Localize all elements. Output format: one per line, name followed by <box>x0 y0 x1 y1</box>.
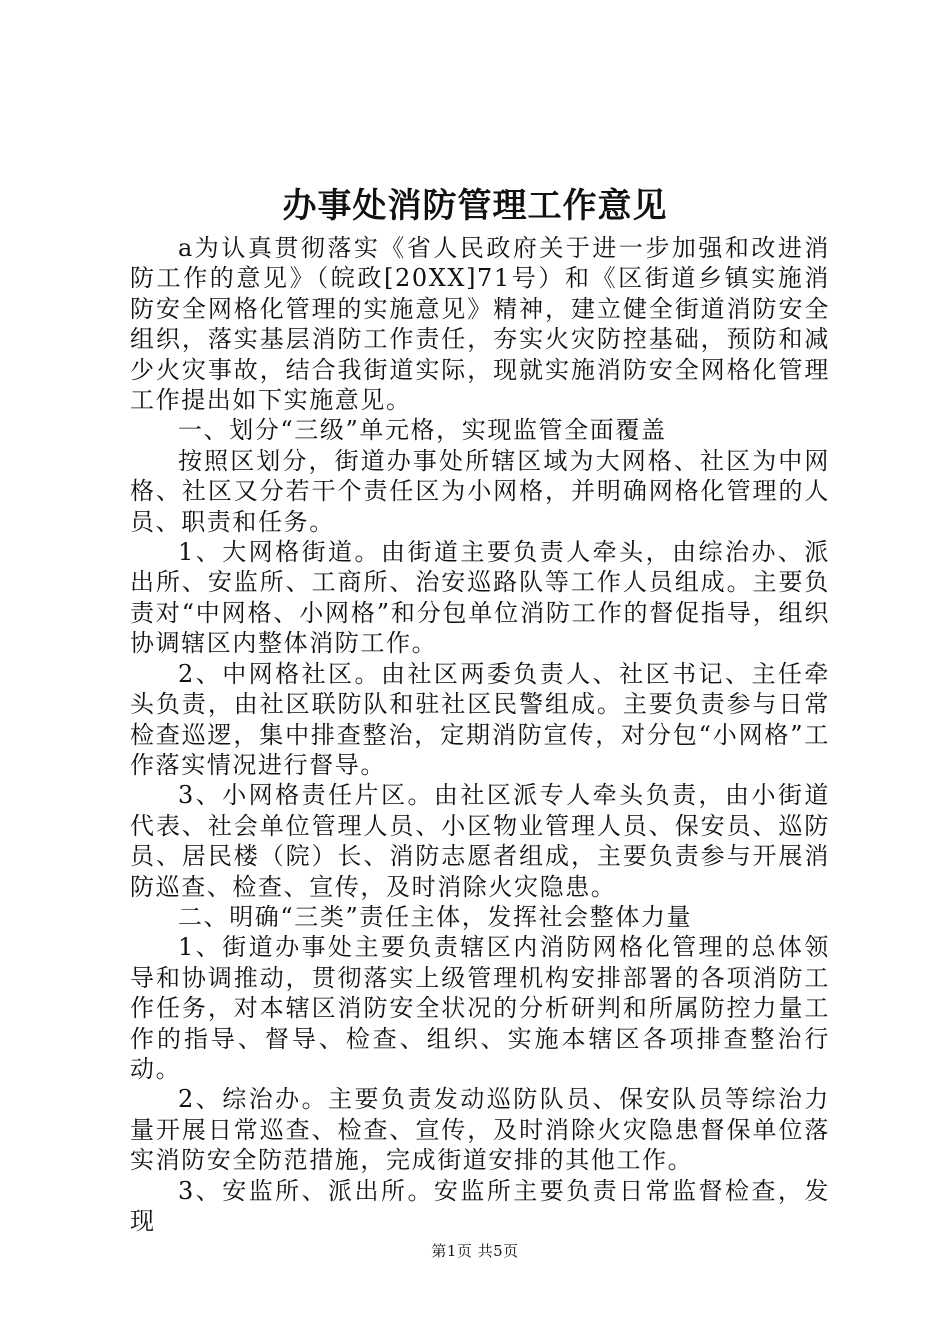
heading-section-1: 一、划分“三级”单元格，实现监管全面覆盖 <box>178 416 667 445</box>
paragraph: 2、综治办。主要负责发动巡防队员、保安队员等综治力量开展日常巡查、检查、宣传，及时消除火灾隐患督保单位落实消防安全防范措施，完成街道安排的其他工作。 <box>130 1085 830 1175</box>
paragraph-intro: a为认真贯彻落实《省人民政府关于进一步加强和改进消防工作的意见》（皖政[20XX]71号）和《区街道乡镇实施消防安全网格化管理的实施意见》精神，建立健全街道消防安全组织，落实基层消防工作责任，夯实火灾防控基础，预防和减少火灾事故，结合我街道实际，现就实施消防安全网格化管理工作提出如下实施意见。 <box>130 234 830 415</box>
paragraph: 2、中网格社区。由社区两委负责人、社区书记、主任牵头负责，由社区联防队和驻社区民警组成。主要负责参与日常检查巡逻，集中排查整治，定期消防宣传，对分包“小网格”工作落实情况进行督导。 <box>130 659 830 779</box>
heading-section-2: 二、明确“三类”责任主体，发挥社会整体力量 <box>178 902 693 931</box>
paragraph: 3、安监所、派出所。安监所主要负责日常监督检查，发现 <box>130 1176 830 1235</box>
page-footer: 第1页 共5页 <box>431 1242 519 1260</box>
paragraph: 3、小网格责任片区。由社区派专人牵头负责，由小街道代表、社会单位管理人员、小区物业管理人员、保安员、巡防员、居民楼（院）长、消防志愿者组成，主要负责参与开展消防巡查、检查、宣传，及时消除火灾隐患。 <box>130 781 830 901</box>
page-title: 办事处消防管理工作意见 <box>282 186 668 226</box>
paragraph: 1、大网格街道。由街道主要负责人牵头，由综治办、派出所、安监所、工商所、治安巡路队等工作人员组成。主要负责对“中网格、小网格”和分包单位消防工作的督促指导，组织协调辖区内整体消防工作。 <box>130 538 830 658</box>
paragraph: 1、街道办事处主要负责辖区内消防网格化管理的总体领导和协调推动，贯彻落实上级管理机构安排部署的各项消防工作任务，对本辖区消防安全状况的分析研判和所属防控力量工作的指导、督导、检查、组织、实施本辖区各项排查整治行动。 <box>130 933 830 1083</box>
paragraph: 按照区划分，街道办事处所辖区域为大网格、社区为中网格、社区又分若干个责任区为小网格，并明确网格化管理的人员、职责和任务。 <box>130 446 830 536</box>
document-body <box>130 233 830 1236</box>
